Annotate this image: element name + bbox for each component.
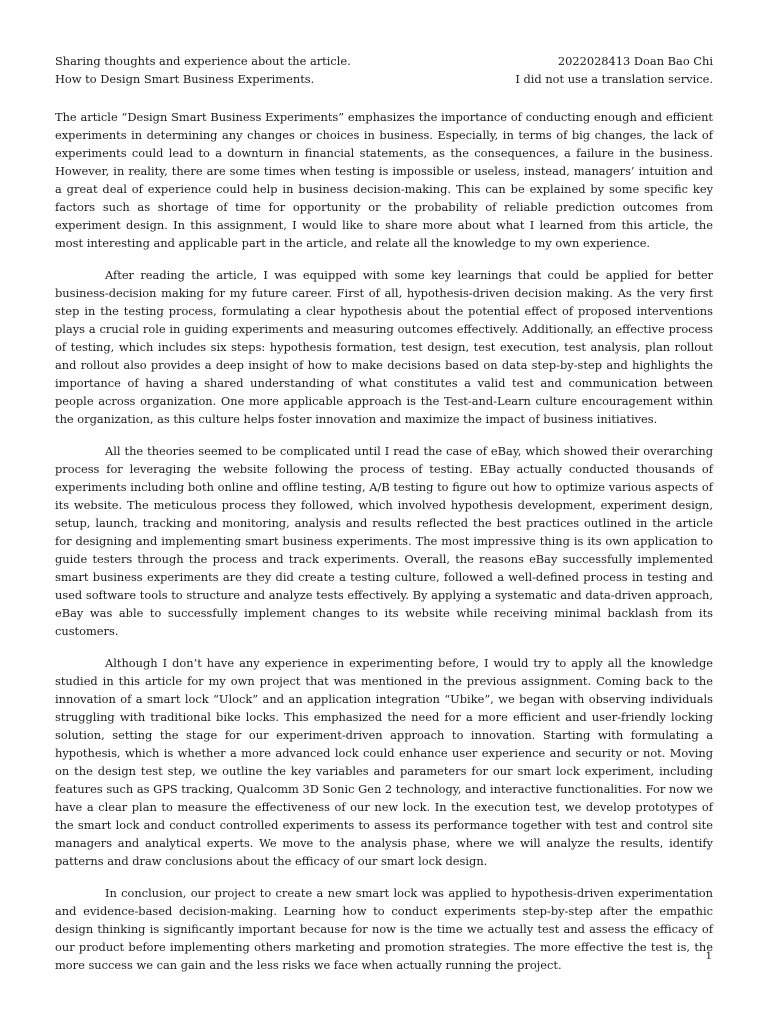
header-row-2 xyxy=(55,70,713,88)
paragraph-intro: The article “Design Smart Business Experiments” emphasizes the importance of conducting enough and efficient experiments in determining any changes or choices in business. Especially, in terms of big changes, the lack of experiments could lead to a downturn in financial statements, as the consequences, a failure in the business. However, in reality, there are some times when testing is impossible or useless, instead, managers’ intuition and a great deal of experience could help in business decision-making. This can be explained by some specific key factors such as shortage of time for opportunity or the probability of reliable prediction outcomes from experiment design. In this assignment, I would like to share more about what I learned from this article, the most interesting and applicable part in the article, and relate all the knowledge to my own experience. xyxy=(55,110,713,250)
translation-statement: I did not use a translation service. xyxy=(515,72,713,86)
document-body xyxy=(55,108,713,974)
assignment-description: Sharing thoughts and experience about the article. xyxy=(55,54,351,68)
paragraph-conclusion: In conclusion, our project to create a new smart lock was applied to hypothesis-driven experimentation and evidence-based decision-making. Learning how to conduct experiments step-by-step after the empathic design thinking is significantly important because for now is the time we actually test and assess the efficacy of our product before implementing others marketing and promotion strategies. The more effective the test is, the more success we can gain and the less risks we face when actually running the project. xyxy=(55,886,713,972)
paragraph-key-learnings: After reading the article, I was equipped with some key learnings that could be applied for better business-decision making for my future career. First of all, hypothesis-driven decision making. As the very first step in the testing process, formulating a clear hypothesis about the potential effect of proposed interventions plays a crucial role in guiding experiments and measuring outcomes effectively. Additionally, an effective process of testing, which includes six steps: hypothesis formation, test design, test execution, test analysis, plan rollout and rollout also provides a deep insight of how to make decisions based on data step-by-step and highlights the importance of having a shared understanding of what constitutes a valid test and communication between people across organization. One more applicable approach is the Test-and-Learn culture encouragement within the organization, as this culture helps foster innovation and maximize the impact of business initiatives. xyxy=(55,268,713,426)
student-id-name: 2022028413 Doan Bao Chi xyxy=(557,54,713,68)
document-header xyxy=(55,52,713,88)
paragraph-own-project: Although I don’t have any experience in experimenting before, I would try to apply all the knowledge studied in this article for my own project that was mentioned in the previous assignment. Coming back to the innovation of a smart lock “Ulock” and an application integration “Ubike”, we began with observing individuals struggling with traditional bike locks. This emphasized the need for a more efficient and user-friendly locking solution, setting the stage for our experiment-driven approach to innovation. Starting with formulating a hypothesis, which is whether a more advanced lock could enhance user experience and security or not. Moving on the design test step, we outline the key variables and parameters for our smart lock experiment, including features such as GPS tracking, Qualcomm 3D Sonic Gen 2 technology, and interactive functionalities. For now we have a clear plan to measure the effectiveness of our new lock. In the execution test, we develop prototypes of the smart lock and conduct controlled experiments to assess its performance together with test and control site managers and analytical experts. We move to the analysis phase, where we will analyze the results, identify patterns and draw conclusions about the efficacy of our smart lock design. xyxy=(55,656,713,868)
document-page xyxy=(55,52,713,988)
article-title: How to Design Smart Business Experiments. xyxy=(55,72,315,86)
page-number: 1 xyxy=(705,951,712,962)
paragraph-ebay-case: All the theories seemed to be complicated until I read the case of eBay, which showed their overarching process for leveraging the website following the process of testing. EBay actually conducted thousands of experiments including both online and offline testing, A/B testing to figure out how to optimize various aspects of its website. The meticulous process they followed, which involved hypothesis development, experiment design, setup, launch, tracking and monitoring, analysis and results reflected the best practices outlined in the article for designing and implementing smart business experiments. The most impressive thing is its own application to guide testers through the process and track experiments. Overall, the reasons eBay successfully implemented smart business experiments are they did create a testing culture, followed a well-defined process in testing and used software tools to structure and analyze tests effectively. By applying a systematic and data-driven approach, eBay was able to successfully implement changes to its website while receiving minimal backlash from its customers. xyxy=(55,444,713,638)
header-row-1 xyxy=(55,52,713,70)
